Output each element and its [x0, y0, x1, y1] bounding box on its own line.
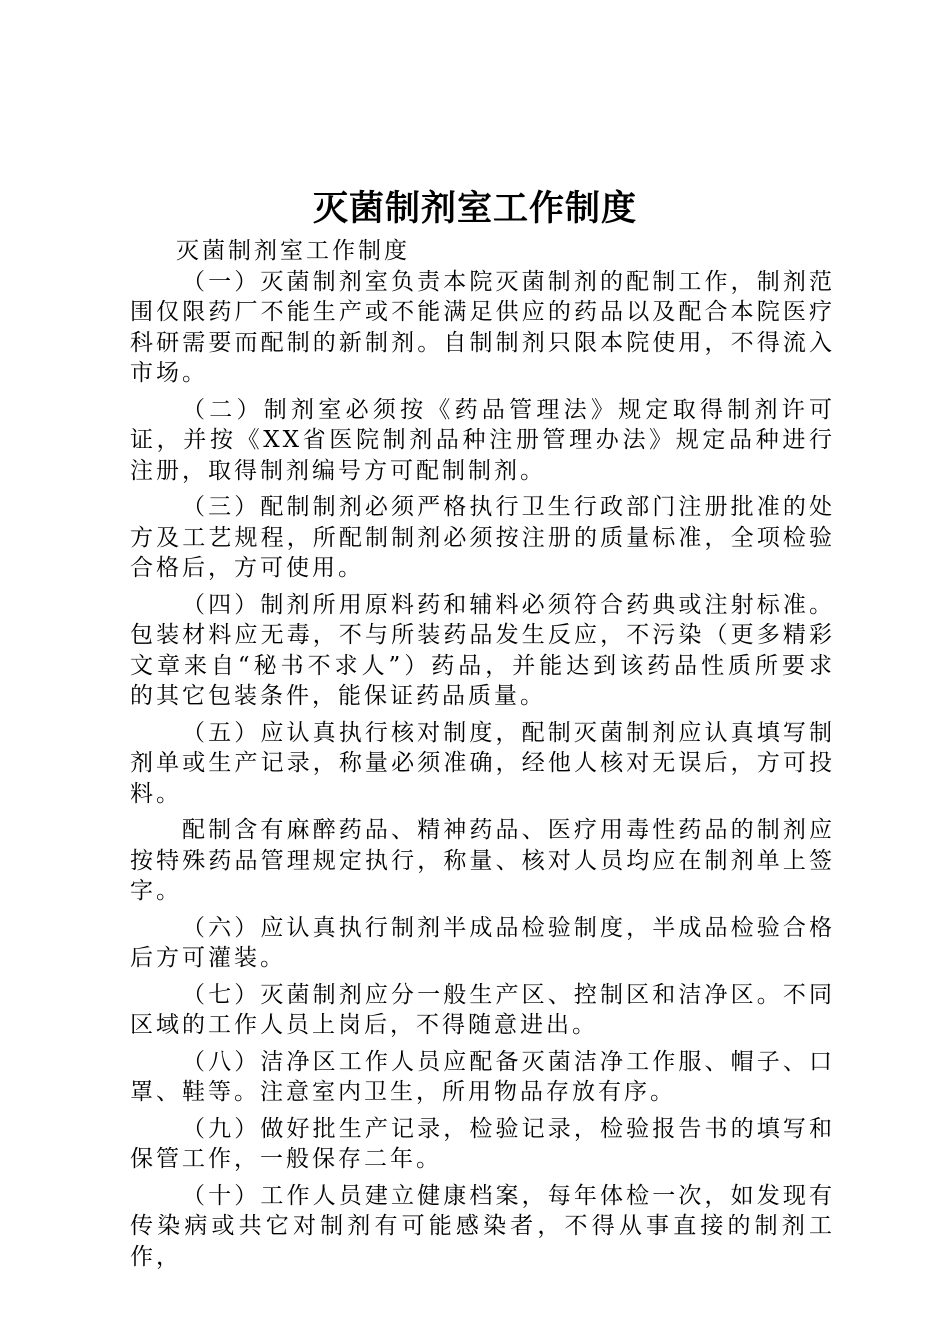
paragraph-7: （七）灭菌制剂应分一般生产区、控制区和洁净区。不同区域的工作人员上岗后，不得随意进出。	[130, 981, 835, 1038]
paragraph-9: （九）做好批生产记录，检验记录，检验报告书的填写和保管工作，一般保存二年。	[130, 1115, 835, 1172]
paragraph-2: （二）制剂室必须按《药品管理法》规定取得制剂许可证，并按《XX省医院制剂品种注册管理办法》规定品种进行注册，取得制剂编号方可配制制剂。	[130, 396, 835, 484]
document-body	[130, 236, 835, 1278]
paragraph-5: （五）应认真执行核对制度，配制灭菌制剂应认真填写制剂单或生产记录，称量必须准确，经他人核对无误后，方可投料。	[130, 719, 835, 807]
paragraph-10: （十）工作人员建立健康档案，每年体检一次，如发现有传染病或共它对制剂有可能感染者，不得从事直接的制剂工作，	[130, 1182, 835, 1270]
document-title: 灭菌制剂室工作制度	[312, 188, 637, 229]
document-subtitle: 灭菌制剂室工作制度	[176, 238, 410, 264]
paragraph-1: （一）灭菌制剂室负责本院灭菌制剂的配制工作，制剂范围仅限药厂不能生产或不能满足供应的药品以及配合本院医疗科研需要而配制的新制剂。自制制剂只限本院使用，不得流入市场。	[130, 268, 835, 386]
paragraph-4: （四）制剂所用原料药和辅料必须符合药典或注射标准。包装材料应无毒，不与所装药品发生反应，不污染（更多精彩文章来自“秘书不求人”）药品，并能达到该药品性质所要求的其它包装条件，能保证药品质量。	[130, 591, 835, 709]
paragraph-6: （六）应认真执行制剂半成品检验制度，半成品检验合格后方可灌装。	[130, 914, 835, 971]
paragraph-5-note: 配制含有麻醉药品、精神药品、医疗用毒性药品的制剂应按特殊药品管理规定执行，称量、核对人员均应在制剂单上签字。	[130, 817, 835, 904]
paragraph-8: （八）洁净区工作人员应配备灭菌洁净工作服、帽子、口罩、鞋等。注意室内卫生，所用物品存放有序。	[130, 1048, 835, 1105]
paragraph-3: （三）配制制剂必须严格执行卫生行政部门注册批准的处方及工艺规程，所配制制剂必须按注册的质量标准，全项检验合格后，方可使用。	[130, 494, 835, 581]
